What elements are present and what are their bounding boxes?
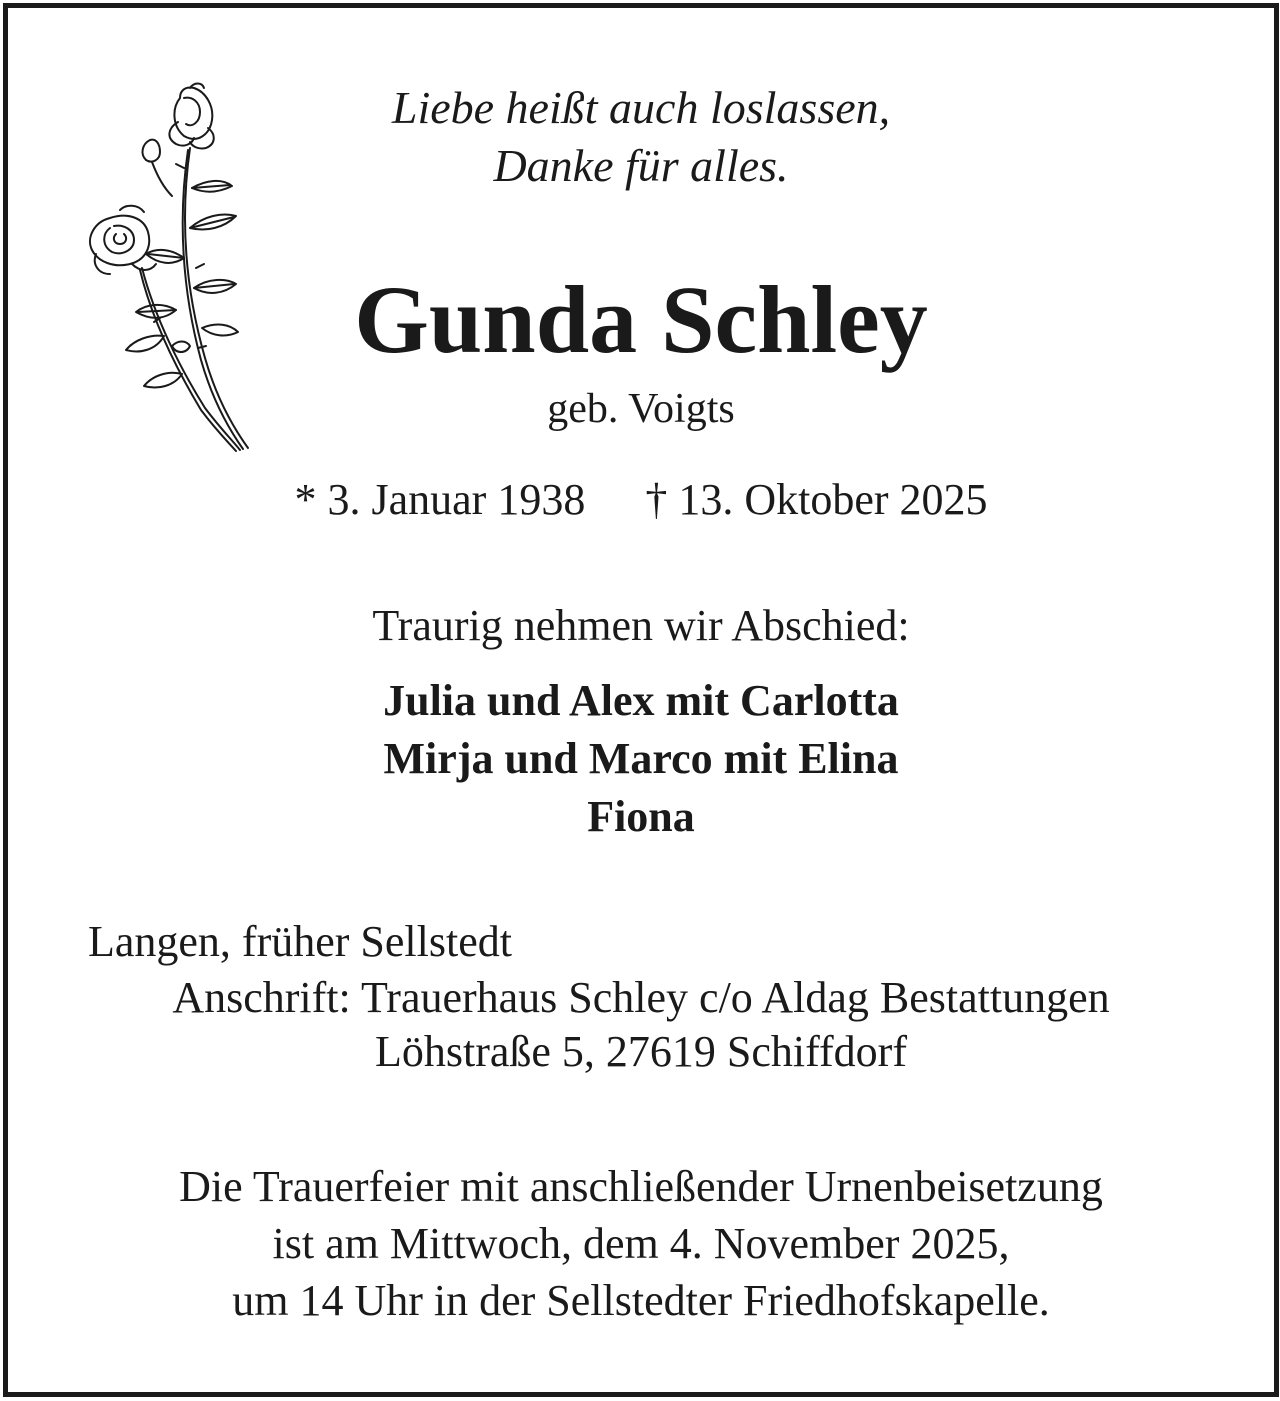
death-date: † 13. Oktober 2025	[645, 475, 988, 524]
mourners-intro: Traurig nehmen wir Abschied:	[372, 601, 910, 650]
mourner-line-2: Mirja und Marco mit Elina	[383, 734, 899, 783]
birth-date: * 3. Januar 1938	[294, 475, 586, 524]
address-line-2: Löhstraße 5, 27619 Schiffdorf	[375, 1027, 907, 1076]
mourner-line-3: Fiona	[587, 792, 695, 841]
service-line-1: Die Trauerfeier mit anschließender Urnenbeisetzung	[179, 1162, 1103, 1211]
motto-line-2: Danke für alles.	[493, 140, 789, 191]
life-dates	[8, 474, 1274, 526]
service-line-3: um 14 Uhr in der Sellstedter Friedhofskapelle.	[232, 1276, 1050, 1325]
obituary-frame	[3, 3, 1279, 1397]
birth-name: geb. Voigts	[547, 386, 735, 432]
place-line: Langen, früher Sellstedt	[88, 917, 512, 966]
mourner-line-1: Julia und Alex mit Carlotta	[383, 676, 899, 725]
motto-line-1: Liebe heißt auch loslassen,	[391, 82, 891, 133]
service-line-2: ist am Mittwoch, dem 4. November 2025,	[272, 1219, 1010, 1268]
address-line-1: Anschrift: Trauerhaus Schley c/o Aldag Bestattungen	[172, 973, 1110, 1022]
deceased-name: Gunda Schley	[354, 266, 928, 373]
